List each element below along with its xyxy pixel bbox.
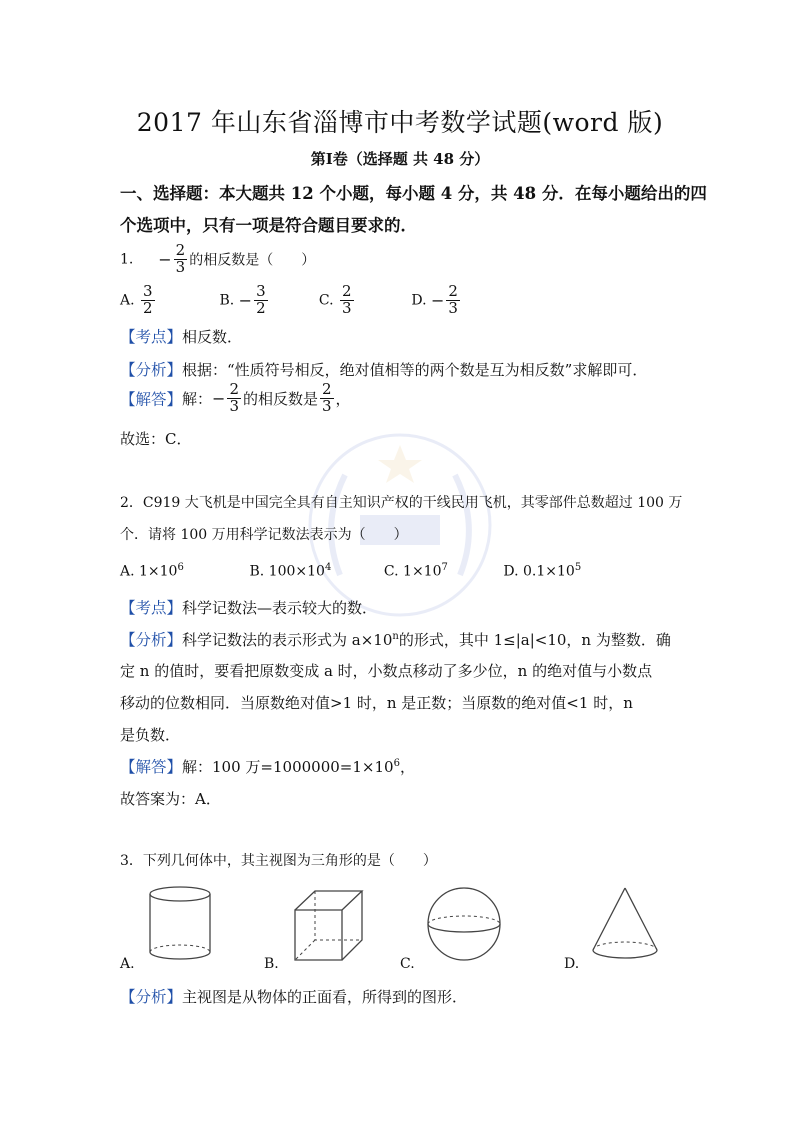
page-title: 2017 年山东省淄博市中考数学试题(word 版) — [136, 108, 664, 137]
q2-option-c: C. $1\times 10^7$ — [383, 562, 448, 580]
q2-fenxi-line2: 定 n 的值时，要看把原数变成 a 时，小数点移动了多少位，n 的绝对值与小数点 — [120, 662, 653, 680]
q1-option-a: A. $\frac{3}{2}$ — [120, 282, 153, 317]
q1-options — [120, 284, 491, 317]
q2-fenxi-line4: 是负数． — [120, 726, 181, 744]
sphere-figure — [424, 884, 504, 964]
q2-options — [120, 562, 603, 580]
q2-kaodian: 【考点】科学记数法—表示较大的数． — [120, 599, 378, 617]
section-instruction-line2: 个选项中，只有一项是符合题目要求的． — [120, 216, 417, 235]
q2-answer: 故答案为：A． — [120, 790, 221, 808]
q1-number: 1. — [120, 251, 134, 268]
q1-jieda: 【解答】解：− $\frac{2}{3}$ 的相反数是 $\frac{2}{3}$ ， — [120, 380, 351, 415]
cone-figure — [585, 884, 665, 966]
q1-fraction: $\frac{2}{3}$ — [175, 241, 186, 276]
cylinder-figure — [145, 884, 215, 964]
q2-fenxi-line1: 【分析】科学记数法的表示形式为 $a\times 10^n$的形式，其中 1≤|a|<10，n 为整数．确 — [120, 631, 671, 649]
section-instruction-line1: 一、选择题：本大题共 12 个小题，每小题 4 分，共 48 分．在每小题给出的四 — [120, 184, 707, 203]
q2-option-b: B. $100\times 10^4$ — [249, 562, 332, 580]
q3-option-c: C. — [400, 956, 415, 972]
q3-option-d: D. — [564, 956, 580, 972]
page-subtitle: 第Ⅰ卷（选择题 共 48 分） — [310, 150, 490, 168]
tag-jieda: 【解答】 — [120, 390, 183, 409]
q2-stem-line1: 2．C919 大飞机是中国完全具有自主知识产权的干线民用飞机，其零部件总数超过 100 万 — [120, 495, 683, 511]
q1-stem — [120, 243, 315, 276]
q3-fenxi: 【分析】主视图是从物体的正面看，所得到的图形． — [120, 988, 468, 1006]
tag-kaodian: 【考点】 — [120, 328, 183, 346]
q1-option-d: D. − $\frac{2}{3}$ — [411, 282, 458, 317]
q1-answer: 故选：C． — [120, 430, 192, 448]
q2-jieda: 【解答】解：100 万$=1000000=1\times 10^6$， — [120, 758, 415, 776]
cube-figure — [290, 888, 370, 968]
q2-option-d: D. $0.1\times 10^5$ — [503, 562, 582, 580]
q2-fenxi-line3: 移动的位数相同．当原数绝对值>1 时，n 是正数；当原数的绝对值<1 时，n — [120, 694, 633, 712]
q2-option-a: A. $1\times 10^6$ — [120, 562, 184, 580]
q1-stem-suffix: 的相反数是（ ） — [189, 252, 316, 269]
q1-fenxi: 【分析】根据：“性质符号相反，绝对值相等的两个数是互为相反数”求解即可． — [120, 361, 648, 379]
q3-stem: 3．下列几何体中，其主视图为三角形的是（ ） — [120, 853, 437, 869]
q1-option-b: B. − $\frac{3}{2}$ — [219, 282, 266, 317]
q3-option-a: A. — [120, 956, 135, 972]
tag-fenxi: 【分析】 — [120, 361, 183, 379]
q2-stem-line2: 个．请将 100 万用科学记数法表示为（ ） — [120, 527, 408, 543]
q1-kaodian: 【考点】相反数． — [120, 328, 243, 346]
q1-option-c: C. $\frac{2}{3}$ — [318, 282, 352, 317]
q1-neg-sign: − — [158, 249, 172, 269]
q3-option-b: B. — [264, 956, 279, 972]
